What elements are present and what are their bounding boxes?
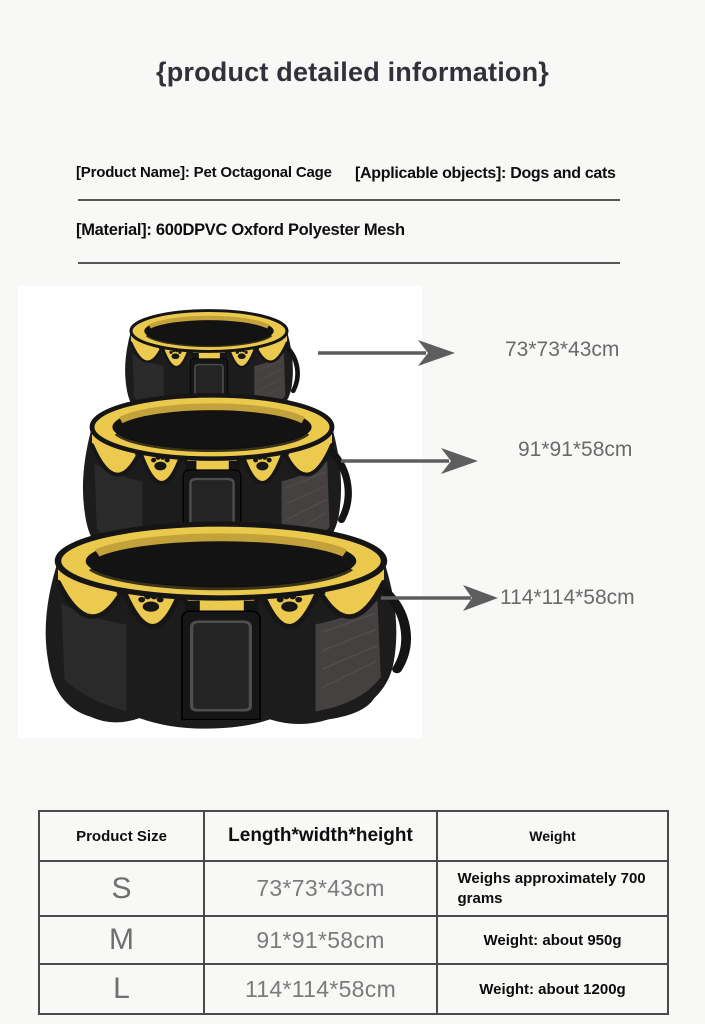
header-product-size: Product Size	[39, 811, 204, 861]
size-cell: M	[39, 916, 204, 964]
table-header-row	[39, 811, 668, 861]
header-weight: Weight	[437, 811, 668, 861]
header-dimensions: Length*width*height	[204, 811, 437, 861]
table-row-l	[39, 964, 668, 1014]
product-name-text: [Product Name]: Pet Octagonal Cage	[76, 164, 332, 181]
size-cell: L	[39, 964, 204, 1014]
table-row-m	[39, 916, 668, 964]
size-arrow-medium	[341, 447, 478, 475]
size-label-large: 114*114*58cm	[500, 586, 635, 609]
weight-cell: Weighs approximately 700 grams	[437, 861, 668, 916]
dimensions-cell: 114*114*58cm	[204, 964, 437, 1014]
applicable-objects-text: [Applicable objects]: Dogs and cats	[355, 165, 616, 182]
size-table	[38, 810, 669, 1015]
page-title: {product detailed information}	[155, 57, 550, 87]
size-arrow-small	[318, 339, 455, 367]
divider-line-top	[78, 199, 620, 201]
material-text: [Material]: 600DPVC Oxford Polyester Mesh	[76, 221, 405, 239]
dimensions-cell: 73*73*43cm	[204, 861, 437, 916]
size-label-medium: 91*91*58cm	[518, 438, 633, 461]
size-cell: S	[39, 861, 204, 916]
weight-cell: Weight: about 1200g	[437, 964, 668, 1014]
divider-line-bottom	[78, 262, 620, 264]
table-row-s	[39, 861, 668, 916]
size-table-container	[38, 810, 669, 1015]
weight-cell: Weight: about 950g	[437, 916, 668, 964]
size-label-small: 73*73*43cm	[505, 338, 620, 361]
size-arrow-large	[381, 584, 498, 612]
dimensions-cell: 91*91*58cm	[204, 916, 437, 964]
